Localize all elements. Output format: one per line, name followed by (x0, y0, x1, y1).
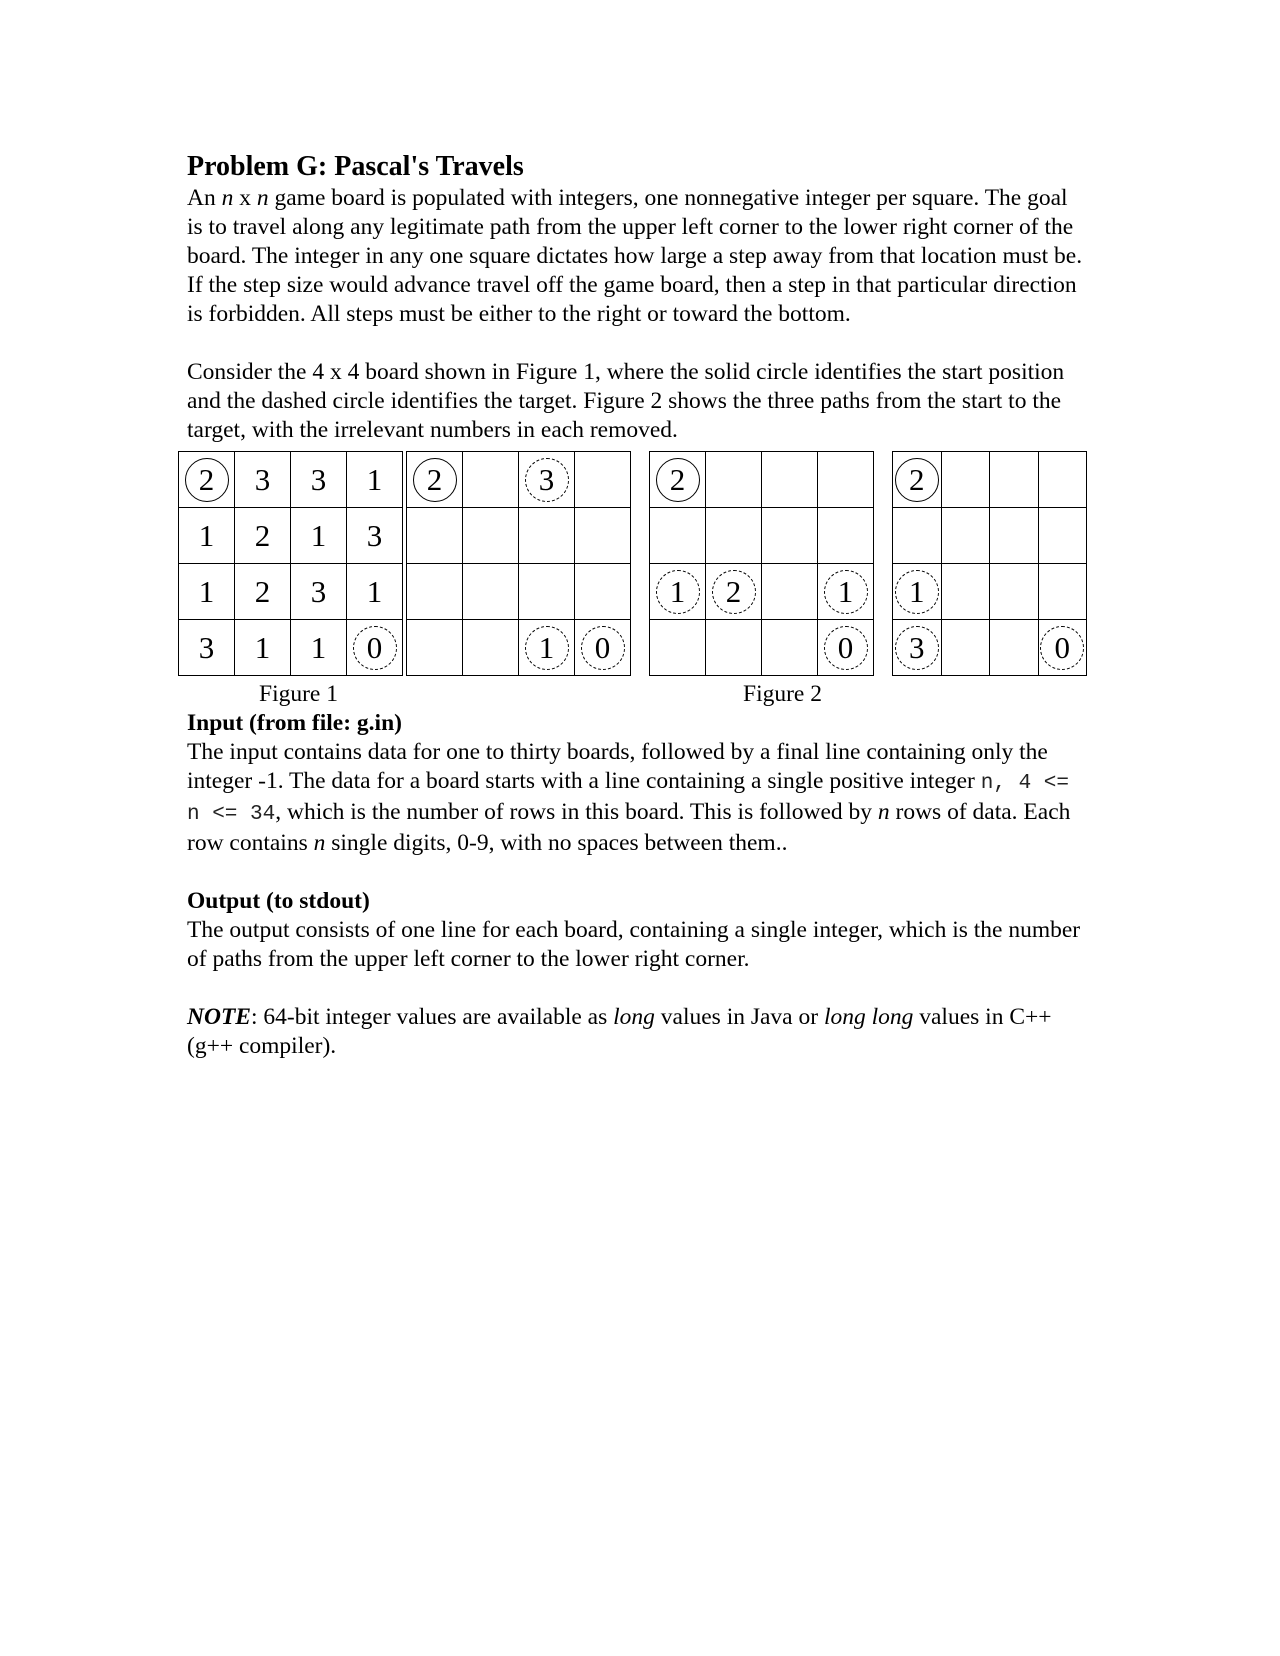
cell-value (992, 510, 1036, 554)
board-cell (235, 620, 291, 676)
board-row (179, 620, 403, 676)
board-cell (235, 564, 291, 620)
board-cell (575, 508, 631, 564)
board-cell (463, 452, 519, 508)
board-cell (990, 452, 1039, 508)
board-cell (519, 564, 575, 620)
board-row (179, 452, 403, 508)
cell-value (943, 510, 987, 554)
page-title: Problem G: Pascal's Travels (187, 151, 524, 182)
figure2-path2-board (649, 451, 874, 676)
board-cell (575, 452, 631, 508)
cell-value (712, 454, 756, 498)
cell-value (525, 510, 569, 554)
cell-value: 1 (198, 517, 215, 553)
board-row (650, 564, 874, 620)
board-cell (463, 508, 519, 564)
board-cell (1038, 620, 1087, 676)
board-cell (893, 620, 942, 676)
board-cell (990, 564, 1039, 620)
board-cell (893, 564, 942, 620)
board-cell (575, 620, 631, 676)
board-cell (1038, 564, 1087, 620)
cell-value: 1 (310, 629, 327, 665)
board-row (179, 564, 403, 620)
board-row (650, 508, 874, 564)
cell-value (413, 622, 457, 666)
cell-value: 1 (366, 461, 383, 497)
board-cell (407, 452, 463, 508)
board-row (650, 620, 874, 676)
figure2-path1-board (406, 451, 631, 676)
cell-value (992, 566, 1036, 610)
board-cell (762, 452, 818, 508)
board-cell (990, 508, 1039, 564)
board-row (407, 564, 631, 620)
figure2-caption: Figure 2 (743, 681, 822, 707)
cell-value (768, 454, 812, 498)
cell-value (768, 622, 812, 666)
board-cell (990, 620, 1039, 676)
board-cell (818, 620, 874, 676)
board-row (179, 508, 403, 564)
board-cell (291, 452, 347, 508)
board-row (650, 452, 874, 508)
board-cell (347, 620, 403, 676)
cell-value: 3 (366, 517, 383, 553)
board-cell (941, 508, 990, 564)
cell-value (469, 510, 513, 554)
board-cell (762, 620, 818, 676)
cell-value: 1 (824, 570, 868, 614)
board-cell (407, 564, 463, 620)
board-cell (179, 620, 235, 676)
board-cell (818, 508, 874, 564)
cell-value (525, 566, 569, 610)
cell-value: 0 (353, 626, 397, 670)
board-cell (519, 508, 575, 564)
cell-value (581, 566, 625, 610)
board-cell (575, 564, 631, 620)
board-row (407, 452, 631, 508)
cell-value: 3 (895, 626, 939, 670)
board-row (893, 620, 1087, 676)
board-cell (407, 508, 463, 564)
cell-value (656, 510, 700, 554)
board-cell (463, 620, 519, 676)
cell-value: 2 (895, 458, 939, 502)
cell-value: 3 (310, 573, 327, 609)
note-paragraph: NOTE: 64-bit integer values are available as long values in Java or long long values in C++ (g++ compiler). (187, 1004, 1052, 1059)
cell-value: 3 (254, 461, 271, 497)
cell-value: 1 (525, 626, 569, 670)
cell-value: 0 (824, 626, 868, 670)
cell-value (712, 622, 756, 666)
board-row (893, 564, 1087, 620)
cell-value: 1 (656, 570, 700, 614)
board-row (893, 508, 1087, 564)
cell-value (581, 510, 625, 554)
cell-value (943, 454, 987, 498)
board-cell (762, 508, 818, 564)
board-cell (650, 508, 706, 564)
board-cell (235, 508, 291, 564)
cell-value (824, 454, 868, 498)
board-cell (893, 508, 942, 564)
board-cell (941, 452, 990, 508)
cell-value (1040, 454, 1084, 498)
board-row (893, 452, 1087, 508)
board-cell (650, 620, 706, 676)
cell-value (824, 510, 868, 554)
board-cell (1038, 508, 1087, 564)
cell-value (895, 510, 939, 554)
board-cell (291, 564, 347, 620)
cell-value (1040, 510, 1084, 554)
board-row (407, 508, 631, 564)
problem-page (187, 150, 1087, 1061)
board-cell (519, 620, 575, 676)
figure-description: Consider the 4 x 4 board shown in Figure 1, where the solid circle identifies the start position and the dashed circle identifies the target. Figure 2 shows the three paths from the start to the target, with the irrelevant numbers in each removed. (187, 359, 1065, 443)
cell-value: 2 (254, 517, 271, 553)
board-cell (463, 564, 519, 620)
intro-paragraph: An n x n game board is populated with integers, one nonnegative integer per square. The goal is to travel along any legitimate path from the upper left corner to the lower right corner of the board. The integer in any one square dictates how large a step away from that location must be. If the step size would advance travel off the game board, then a step in that particular direction is forbidden. All steps must be either to the right or toward the bottom. (187, 185, 1083, 327)
cell-value: 1 (254, 629, 271, 665)
board-cell (291, 620, 347, 676)
board-cell (706, 452, 762, 508)
board-cell (706, 620, 762, 676)
board-cell (941, 620, 990, 676)
board-cell (818, 452, 874, 508)
cell-value: 1 (366, 573, 383, 609)
board-row (407, 620, 631, 676)
cell-value: 2 (185, 458, 229, 502)
board-cell (706, 564, 762, 620)
output-heading: Output (to stdout) (187, 888, 370, 914)
board-cell (235, 452, 291, 508)
figures (187, 451, 1087, 709)
cell-value (581, 454, 625, 498)
board-cell (1038, 452, 1087, 508)
cell-value (768, 510, 812, 554)
board-cell (650, 564, 706, 620)
cell-value: 2 (656, 458, 700, 502)
board-cell (179, 508, 235, 564)
cell-value (413, 566, 457, 610)
cell-value: 3 (198, 629, 215, 665)
cell-value: 2 (254, 573, 271, 609)
cell-value (469, 566, 513, 610)
figure2-path3-board (892, 451, 1087, 676)
board-cell (179, 452, 235, 508)
board-cell (706, 508, 762, 564)
cell-value (712, 510, 756, 554)
board-cell (762, 564, 818, 620)
cell-value (469, 622, 513, 666)
cell-value: 1 (198, 573, 215, 609)
cell-value (992, 454, 1036, 498)
cell-value: 2 (413, 458, 457, 502)
cell-value (1040, 566, 1084, 610)
board-cell (347, 508, 403, 564)
board-cell (179, 564, 235, 620)
cell-value: 1 (895, 570, 939, 614)
input-description: The input contains data for one to thirty boards, followed by a final line containing only the integer -1. The data for a board starts with a line containing a single positive integer n, 4 <= n <= 34, which is the number of rows in this board. This is followed by n rows of data. Each row contains n single digits, 0-9, with no spaces between them.. (187, 739, 1071, 856)
board-cell (347, 564, 403, 620)
cell-value (656, 622, 700, 666)
board-cell (941, 564, 990, 620)
board-cell (519, 452, 575, 508)
input-heading: Input (from file: g.in) (187, 710, 402, 736)
cell-value (943, 566, 987, 610)
board-cell (407, 620, 463, 676)
cell-value: 0 (581, 626, 625, 670)
cell-value (768, 566, 812, 610)
figure1-board (178, 451, 403, 676)
cell-value: 2 (712, 570, 756, 614)
cell-value: 0 (1040, 626, 1084, 670)
cell-value: 3 (310, 461, 327, 497)
board-cell (650, 452, 706, 508)
cell-value (943, 622, 987, 666)
board-cell (893, 452, 942, 508)
figure1-caption: Figure 1 (259, 681, 338, 707)
cell-value (469, 454, 513, 498)
board-cell (291, 508, 347, 564)
cell-value (413, 510, 457, 554)
output-description: The output consists of one line for each board, containing a single integer, which is the number of paths from the upper left corner to the lower right corner. (187, 917, 1081, 972)
cell-value: 3 (525, 458, 569, 502)
board-cell (347, 452, 403, 508)
cell-value: 1 (310, 517, 327, 553)
board-cell (818, 564, 874, 620)
cell-value (992, 622, 1036, 666)
